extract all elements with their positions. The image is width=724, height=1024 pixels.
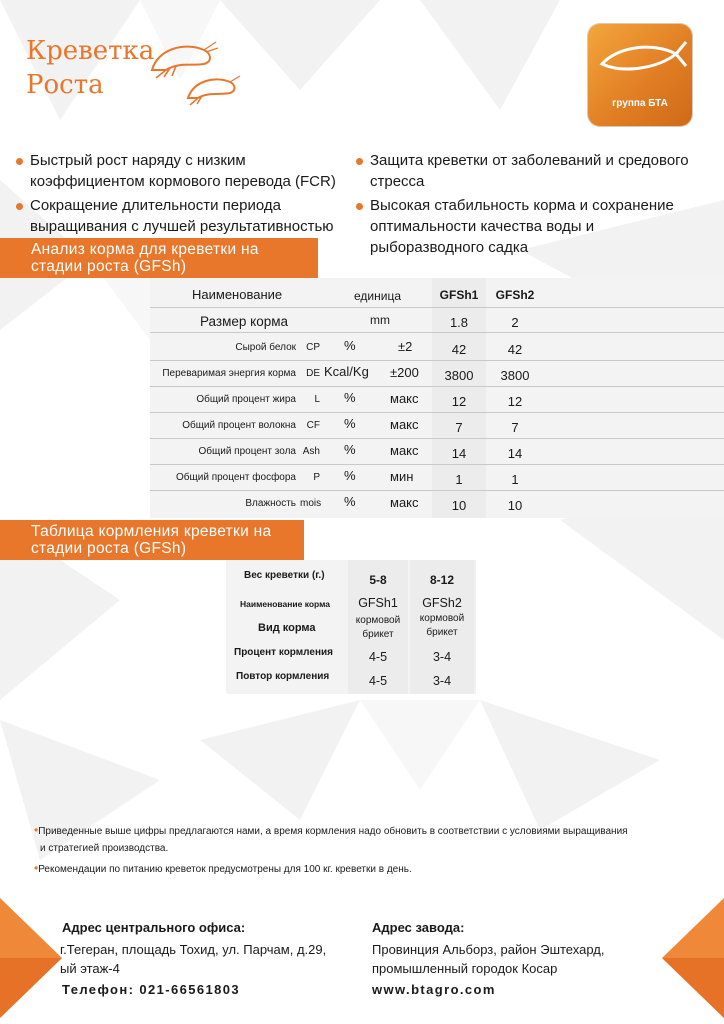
feeding-type-1b: брикет — [362, 629, 394, 640]
analysis-row-v1: 7 — [455, 420, 463, 435]
analysis-row-v2: 10 — [507, 498, 523, 513]
analysis-row-v2: 12 — [507, 394, 523, 409]
analysis-row-unit: % — [344, 468, 356, 483]
feeding-type-1a: кормовой — [355, 615, 401, 626]
analysis-row-name: Общий процент зола — [198, 446, 296, 457]
note-1-line-1: Приведенные выше цифры предлагаются нами, а время кормления надо обновить в соответствии с условиями выращивания — [38, 826, 628, 837]
feeding-percent-2: 3-4 — [432, 650, 452, 664]
analysis-row-name: Переваримая энергия корма — [162, 368, 296, 379]
analysis-row-v2: 1 — [511, 472, 519, 487]
feeding-name-label: Наименование корма — [240, 599, 331, 609]
analysis-row-v2: 42 — [507, 342, 523, 357]
analysis-row-name: Общий процент волокна — [182, 420, 296, 431]
analysis-row-v1: 42 — [451, 342, 467, 357]
feeding-percent-label: Процент кормления — [234, 647, 333, 658]
analysis-header-name: Наименование — [192, 287, 283, 302]
analysis-row-name: Влажность — [245, 498, 296, 509]
analysis-row-code: Ash — [302, 446, 320, 457]
row-divider — [150, 307, 724, 308]
feeding-repeat-2: 3-4 — [432, 674, 452, 688]
analysis-row-unit: % — [344, 338, 356, 353]
analysis-row-v1: 10 — [451, 498, 467, 513]
bta-logo — [588, 24, 692, 126]
title-line-2: Роста — [26, 70, 104, 100]
analysis-row-v2: 14 — [507, 446, 523, 461]
factory-address — [372, 918, 662, 999]
feeding-banner-line-2: стадии роста (GFSh) — [31, 540, 187, 557]
office-phone: Телефон: 021-66561803 — [62, 982, 241, 997]
analysis-row-code: CP — [306, 342, 320, 353]
analysis-header-unit: единица — [354, 289, 401, 303]
feeding-type-2b: брикет — [426, 627, 458, 638]
analysis-header-gfsh2: GFSh2 — [495, 288, 535, 302]
website-link[interactable]: www.btagro.com — [372, 982, 496, 997]
fish-logo-icon — [588, 24, 692, 94]
analysis-row-unit: % — [344, 442, 356, 457]
feeding-weight-1: 5-8 — [369, 573, 387, 587]
title-line-1: Креветка — [26, 36, 155, 66]
bullet-item: Высокая стабильность корма и сохранение оптимальности качества воды и рыборазводного садка — [356, 195, 706, 258]
note-1-line-2: и стратегией производства. — [40, 843, 169, 854]
analysis-header-gfsh1: GFSh1 — [439, 288, 479, 302]
feeding-repeat-1: 4-5 — [368, 674, 388, 688]
feeding-repeat-label: Повтор кормления — [236, 671, 330, 682]
analysis-row-v1: 1 — [455, 472, 463, 487]
analysis-row-name: Сырой белок — [235, 342, 296, 353]
analysis-size-v2: 2 — [511, 315, 519, 330]
analysis-row-tolerance: макс — [390, 495, 419, 510]
row-divider — [150, 386, 724, 387]
analysis-row-code: P — [313, 472, 320, 483]
analysis-row-v1: 14 — [451, 446, 467, 461]
note-1 — [34, 822, 628, 857]
analysis-size-v1: 1.8 — [449, 315, 469, 330]
shrimp-icon-small — [186, 74, 242, 106]
analysis-row-unit: Kcal/Kg — [324, 364, 369, 379]
analysis-row-name: Общий процент жира — [196, 394, 296, 405]
feeding-percent-1: 4-5 — [368, 650, 388, 664]
analysis-row-tolerance: мин — [390, 469, 414, 484]
analysis-row-tolerance: макс — [390, 417, 419, 432]
analysis-row-code: L — [314, 394, 320, 405]
bullet-list-right — [356, 150, 706, 261]
feeding-type-1 — [348, 614, 408, 642]
office-line-1: г.Тегеран, площадь Тохид, ул. Парчам, д.29, — [60, 942, 327, 957]
analysis-row-v2: 7 — [511, 420, 519, 435]
row-divider — [150, 438, 724, 439]
analysis-size-name: Размер корма — [200, 314, 289, 329]
feeding-name-1: GFSh1 — [358, 596, 398, 610]
bullet-list-left — [16, 150, 356, 240]
bullet-item: Защита креветки от заболеваний и средового стресса — [356, 150, 706, 192]
analysis-row-tolerance: ±200 — [390, 365, 419, 380]
analysis-row-unit: % — [344, 390, 356, 405]
analysis-row-tolerance: макс — [390, 443, 419, 458]
row-divider — [150, 360, 724, 361]
analysis-row-code: DE — [306, 368, 320, 379]
row-divider — [150, 464, 724, 465]
note-2-text: Рекомендации по питанию креветок предусмотрены для 100 кг. креветки в день. — [38, 864, 412, 875]
feeding-weight-2: 8-12 — [429, 573, 455, 587]
feeding-type-label: Вид корма — [258, 622, 316, 634]
analysis-banner-line-1: Анализ корма для креветки на — [31, 241, 259, 258]
analysis-row-tolerance: ±2 — [398, 339, 413, 354]
feeding-type-2 — [410, 612, 474, 640]
row-divider — [150, 490, 724, 491]
feeding-banner-line-1: Таблица кормления креветки на — [31, 523, 272, 540]
bullet-item: Сокращение длительности периода выращивания с лучшей результативностью — [16, 195, 356, 237]
bullet-item: Быстрый рост наряду с низким коэффициентом кормового перевода (FCR) — [16, 150, 356, 192]
analysis-row-code: CF — [306, 420, 320, 431]
feeding-weight-label: Вес креветки (г.) — [244, 570, 325, 581]
logo-text: группа БТА — [612, 98, 668, 109]
analysis-size-unit: mm — [370, 313, 390, 327]
note-bullet-icon: • — [34, 823, 39, 837]
row-divider — [150, 412, 724, 413]
factory-line-2: промышленный городок Косар — [372, 961, 558, 976]
office-line-2: ый этаж-4 — [60, 961, 120, 976]
row-divider — [150, 332, 724, 333]
factory-line-1: Провинция Альборз, район Эштехард, — [372, 942, 605, 957]
analysis-banner-line-2: стадии роста (GFSh) — [31, 258, 187, 275]
feeding-banner — [0, 520, 304, 560]
analysis-row-unit: % — [344, 416, 356, 431]
analysis-row-tolerance: макс — [390, 391, 419, 406]
analysis-row-v1: 3800 — [444, 368, 474, 383]
analysis-row-v2: 3800 — [500, 368, 530, 383]
feeding-type-2a: кормовой — [419, 613, 465, 624]
note-2 — [34, 860, 412, 878]
analysis-row-v1: 12 — [451, 394, 467, 409]
analysis-row-unit: % — [344, 494, 356, 509]
analysis-row-name: Общий процент фосфора — [176, 472, 296, 483]
office-title: Адрес центрального офиса: — [62, 920, 246, 935]
factory-title: Адрес завода: — [372, 920, 465, 935]
note-bullet-icon: • — [34, 861, 39, 875]
office-address — [62, 918, 352, 999]
analysis-banner — [0, 238, 318, 278]
feeding-name-2: GFSh2 — [422, 596, 462, 610]
analysis-row-code: mois — [300, 498, 322, 509]
